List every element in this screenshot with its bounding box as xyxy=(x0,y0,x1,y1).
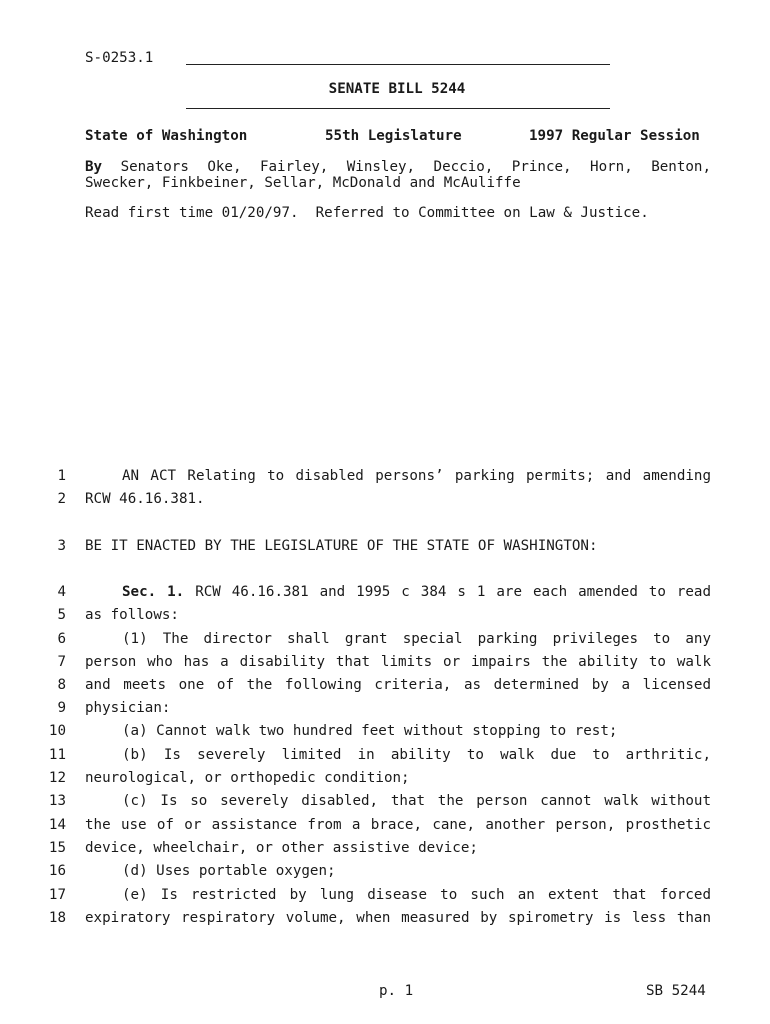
bill-line: AN ACT Relating to disabled persons’ parking permits; and amending xyxy=(122,468,711,484)
line-number: 4 xyxy=(57,584,66,600)
document-id: S-0253.1 xyxy=(85,50,154,66)
footer-bill-id: SB 5244 xyxy=(646,983,706,999)
legislature: 55th Legislature xyxy=(325,128,462,144)
header-rule-top xyxy=(186,64,610,65)
bill-line: (e) Is restricted by lung disease to such an extent that forced xyxy=(122,887,711,903)
line-number: 12 xyxy=(48,770,66,786)
line-number: 13 xyxy=(48,793,66,809)
line-number: 18 xyxy=(48,910,66,926)
line-number: 15 xyxy=(48,840,66,856)
by-label: By xyxy=(85,159,103,175)
section-text: RCW 46.16.381 and 1995 c 384 s 1 are each amended to read xyxy=(195,584,712,600)
line-number: 10 xyxy=(48,723,66,739)
enacting-clause: BE IT ENACTED BY THE LEGISLATURE OF THE STATE OF WASHINGTON: xyxy=(85,538,598,554)
line-number: 8 xyxy=(57,677,66,693)
sponsors-line-2: Swecker, Finkbeiner, Sellar, McDonald and McAuliffe xyxy=(85,175,521,191)
line-number: 14 xyxy=(48,817,66,833)
line-number: 3 xyxy=(57,538,66,554)
bill-line: the use of or assistance from a brace, cane, another person, prosthetic xyxy=(85,817,711,833)
bill-line: (a) Cannot walk two hundred feet without stopping to rest; xyxy=(122,723,618,739)
session: 1997 Regular Session xyxy=(529,128,700,144)
read-first-time: Read first time 01/20/97. Referred to Committee on Law & Justice. xyxy=(85,205,649,221)
header-rule-bottom xyxy=(186,108,610,109)
bill-line: expiratory respiratory volume, when measured by spirometry is less than xyxy=(85,910,711,926)
line-number: 16 xyxy=(48,863,66,879)
bill-line: as follows: xyxy=(85,607,179,623)
bill-line: (d) Uses portable oxygen; xyxy=(122,863,336,879)
bill-line: (b) Is severely limited in ability to walk due to arthritic, xyxy=(122,747,711,763)
line-number: 7 xyxy=(57,654,66,670)
page-number: p. 1 xyxy=(379,983,414,999)
line-number: 9 xyxy=(57,700,66,716)
line-number: 6 xyxy=(57,631,66,647)
sponsors-text-1: Senators Oke, Fairley, Winsley, Deccio, Prince, Horn, Benton, xyxy=(120,159,711,175)
bill-line: (1) The director shall grant special parking privileges to any xyxy=(122,631,711,647)
bill-line: (c) Is so severely disabled, that the person cannot walk without xyxy=(122,793,711,809)
bill-line: and meets one of the following criteria, as determined by a licensed xyxy=(85,677,711,693)
line-number: 17 xyxy=(48,887,66,903)
section-label: Sec. 1. xyxy=(122,584,185,600)
bill-line: device, wheelchair, or other assistive device; xyxy=(85,840,478,856)
section-heading xyxy=(85,584,711,600)
line-number: 5 xyxy=(57,607,66,623)
sponsors-line-1 xyxy=(85,159,711,175)
line-number: 1 xyxy=(57,468,66,484)
line-number: 2 xyxy=(57,491,66,507)
line-number: 11 xyxy=(48,747,66,763)
bill-line: physician: xyxy=(85,700,171,716)
bill-title: SENATE BILL 5244 xyxy=(328,81,466,97)
bill-line: neurological, or orthopedic condition; xyxy=(85,770,410,786)
state-name: State of Washington xyxy=(85,128,248,144)
bill-line: person who has a disability that limits or impairs the ability to walk xyxy=(85,654,711,670)
bill-line: RCW 46.16.381. xyxy=(85,491,205,507)
